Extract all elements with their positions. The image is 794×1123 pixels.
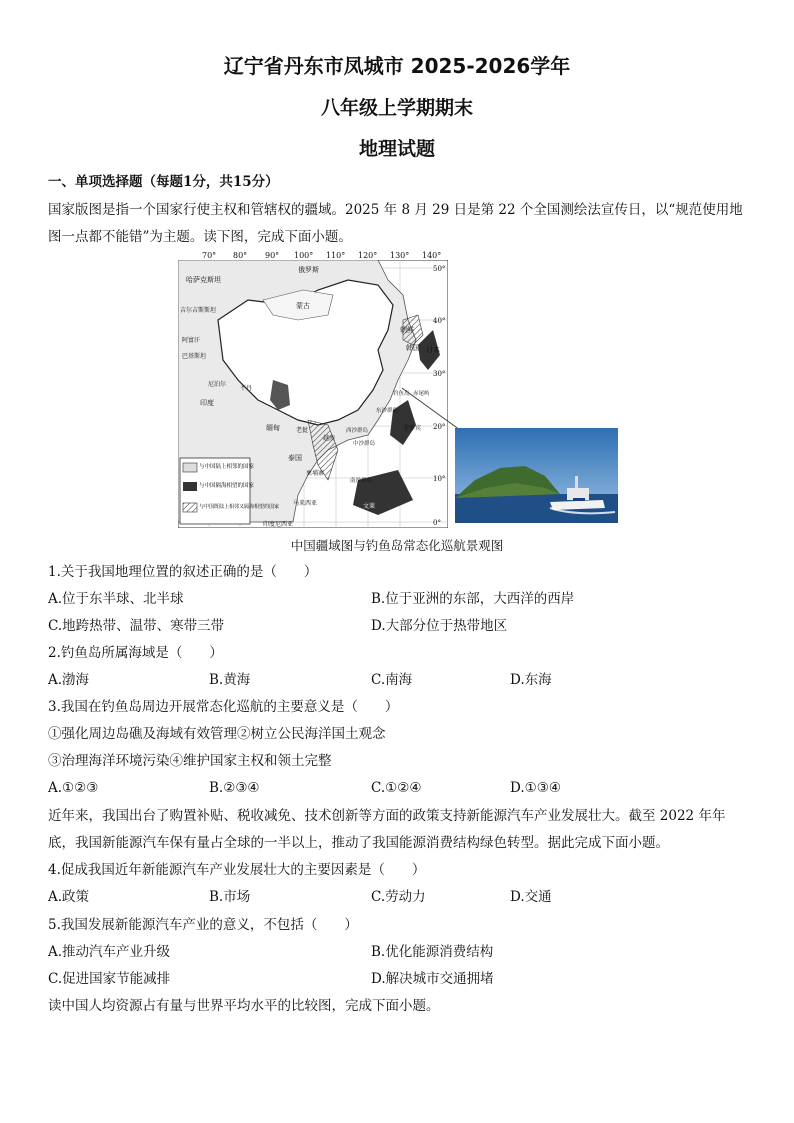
q4-option-c[interactable]: C.劳动力 (371, 889, 426, 905)
label-diaoyu: 钓鱼岛 (393, 391, 410, 397)
passage-2-line-2: 底，我国新能源汽车保有量占全球的一半以上，推动了我国能源消费结构绿色转型。据此完成下面小题。 (48, 835, 669, 851)
q2-option-b[interactable]: B.黄海 (209, 672, 251, 688)
q3-statements-line-1: ①强化周边岛礁及海域有效管理②树立公民海洋国土观念 (48, 726, 386, 742)
q2-option-c[interactable]: C.南海 (371, 672, 413, 688)
label-indonesia: 印度尼西亚 (263, 521, 294, 528)
q1-option-d[interactable]: D.大部分位于热带地区 (371, 618, 508, 634)
q5-stem: 5.我国发展新能源汽车产业的意义，不包括（ ） (48, 917, 358, 933)
passage-3-line-1: 读中国人均资源占有量与世界平均水平的比较图，完成下面小题。 (48, 998, 440, 1014)
label-pakistan: 巴基斯坦 (182, 353, 207, 360)
lon-label-80: 80° (233, 251, 248, 260)
lat-label-50: 50° (433, 265, 446, 273)
label-bhutan: 不丹 (240, 385, 253, 392)
passage-1-line-2: 图一点都不能错”为主题。读下图，完成下面小题。 (48, 229, 352, 245)
legend-item-1: 与中国陆上相邻的国家 (199, 464, 255, 470)
lon-label-120: 120° (358, 251, 378, 260)
lat-label-10: 10° (433, 475, 446, 483)
q1-option-c[interactable]: C.地跨热带、温带、寒带三带 (48, 618, 225, 634)
passage-1-line-1: 国家版图是指一个国家行使主权和管辖权的疆域。2025 年 8 月 29 日是第 22 个全国测绘法宣传日，以“规范使用地 (48, 202, 743, 218)
lon-label-130: 130° (390, 251, 410, 260)
q4-option-d[interactable]: D.交通 (510, 889, 552, 905)
lon-label-110: 110° (326, 251, 346, 260)
label-thailand: 泰国 (288, 454, 302, 462)
exam-title-line1: 辽宁省丹东市凤城市 2025-2026学年 (223, 54, 571, 78)
lat-label-0: 0° (433, 519, 441, 527)
q5-option-d[interactable]: D.解决城市交通拥堵 (371, 971, 494, 987)
label-nansha: 南沙群岛 (350, 478, 373, 484)
lon-label-90: 90° (265, 251, 280, 260)
q5-option-c[interactable]: C.促进国家节能减排 (48, 971, 171, 987)
diaoyu-patrol-photo (455, 428, 618, 523)
label-india: 印度 (200, 399, 214, 407)
q5-option-a[interactable]: A.推动汽车产业升级 (48, 944, 171, 960)
q1-stem: 1.关于我国地理位置的叙述正确的是（ ） (48, 564, 318, 580)
label-xisha: 西沙群岛 (346, 428, 369, 434)
label-dongsha: 东沙群岛 (376, 408, 399, 414)
lon-labels-row (178, 251, 468, 261)
label-myanmar: 缅甸 (266, 424, 280, 432)
label-malaysia: 马来西亚 (293, 500, 318, 507)
q2-option-a[interactable]: A.渤海 (48, 672, 90, 688)
q3-statements-line-2: ③治理海洋环境污染④维护国家主权和领土完整 (48, 753, 332, 769)
label-cambodia: 柬埔寨 (306, 470, 325, 477)
q1-option-b[interactable]: B.位于亚洲的东部，大西洋的西岸 (371, 591, 575, 607)
q4-option-b[interactable]: B.市场 (209, 889, 251, 905)
label-russia: 俄罗斯 (298, 266, 319, 274)
q4-option-a[interactable]: A.政策 (48, 889, 90, 905)
exam-title-line2: 八年级上学期期末 (320, 97, 473, 119)
legend-item-2: 与中国隔海相望的国家 (199, 483, 255, 489)
label-afghanistan: 阿富汗 (182, 337, 201, 344)
lon-label-100: 100° (294, 251, 314, 260)
label-philippines: 菲律宾 (403, 425, 422, 432)
q2-stem: 2.钓鱼岛所属海域是（ ） (48, 645, 223, 661)
q3-option-c[interactable]: C.①②④ (371, 780, 422, 796)
passage-2-line-1: 近年来，我国出台了购置补贴、税收减免、技术创新等方面的政策支持新能源汽车产业发展壮大。截至 2022 年年 (48, 808, 726, 824)
q3-option-d[interactable]: D.①③④ (510, 780, 561, 796)
q1-option-a[interactable]: A.位于东半球、北半球 (48, 591, 184, 607)
label-kyrgyzstan: 吉尔吉斯斯坦 (180, 307, 217, 314)
q3-option-a[interactable]: A.①②③ (48, 780, 99, 796)
legend-item-3: 与中国既陆上相邻又隔海相望的国家 (199, 504, 280, 510)
label-japan: 日本 (426, 346, 440, 354)
lon-label-70: 70° (202, 251, 217, 260)
label-korea-rok: 韩国 (406, 344, 420, 352)
q5-option-b[interactable]: B.优化能源消费结构 (371, 944, 494, 960)
lat-label-40: 40° (433, 317, 446, 325)
label-zhongsha: 中沙群岛 (353, 441, 376, 447)
label-vietnam: 越南 (323, 435, 336, 442)
section-heading: 一、单项选择题（每题1分，共15分） (48, 174, 279, 190)
q4-stem: 4.促成我国近年新能源汽车产业发展壮大的主要因素是（ ） (48, 862, 426, 878)
lat-label-20: 20° (433, 423, 446, 431)
label-chiwei: 赤尾屿 (413, 391, 430, 397)
label-brunei: 文莱 (363, 503, 376, 510)
label-korea-dprk: 朝鲜 (400, 326, 414, 334)
label-laos: 老挝 (296, 427, 309, 434)
lat-label-30: 30° (433, 370, 446, 378)
figure-caption: 中国疆域图与钓鱼岛常态化巡航景观图 (290, 538, 504, 553)
q3-stem: 3.我国在钓鱼岛周边开展常态化巡航的主要意义是（ ） (48, 699, 399, 715)
label-nepal: 尼泊尔 (208, 381, 227, 388)
label-kazakhstan: 哈萨克斯坦 (186, 276, 221, 284)
label-mongolia: 蒙古 (296, 302, 310, 310)
q2-option-d[interactable]: D.东海 (510, 672, 552, 688)
lon-label-140: 140° (422, 251, 442, 260)
q3-option-b[interactable]: B.②③④ (209, 780, 260, 796)
exam-title-line3: 地理试题 (358, 138, 435, 160)
